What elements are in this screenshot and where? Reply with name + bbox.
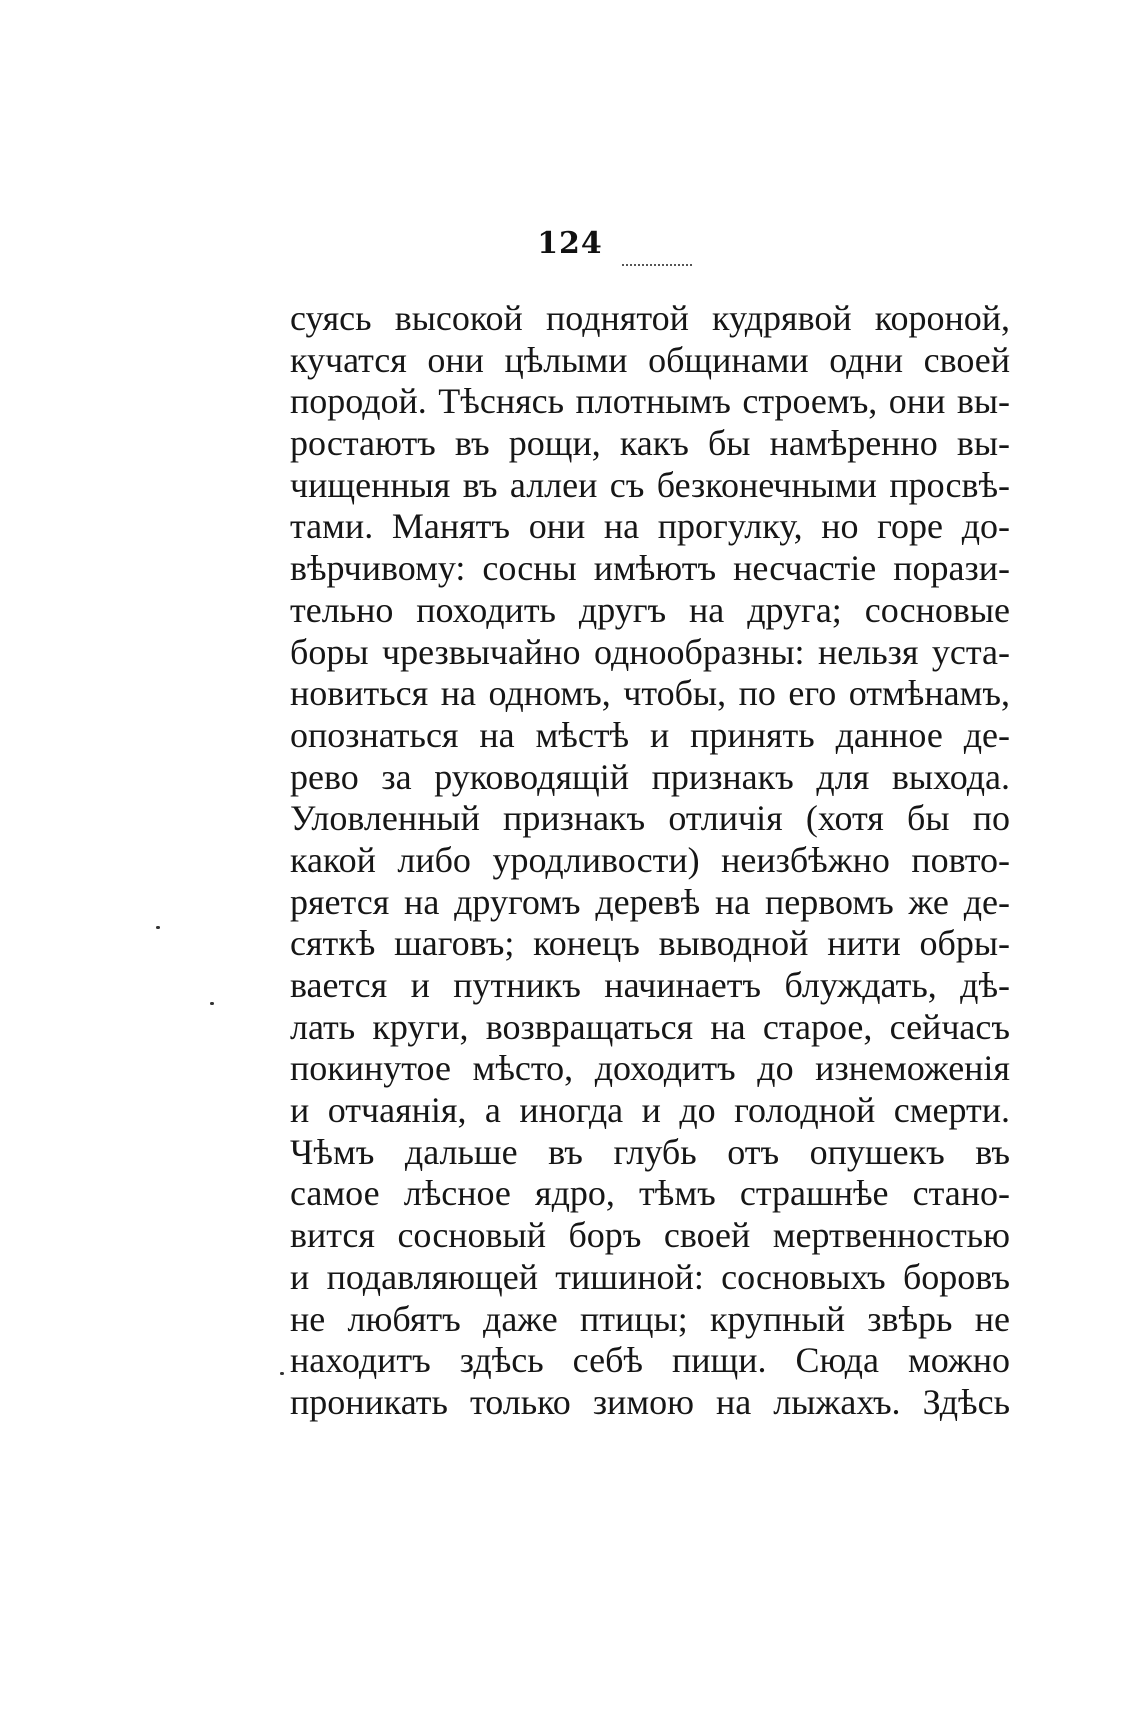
text-line: покинутое мѣсто, доходитъ до изнеможенія [290,1048,1010,1089]
text-line: находитъ здѣсь себѣ пищи. Сюда можно [290,1340,1010,1381]
text-line: суясь высокой поднятой кудрявой короной, [290,298,1010,338]
text-line: новиться на одномъ, чтобы, по его отмѣнамъ, [290,673,1010,714]
text-line: самое лѣсное ядро, тѣмъ страшнѣе стано- [290,1173,1010,1214]
text-line: вѣрчивому: сосны имѣютъ несчастіе порази- [290,548,1010,589]
page-number-rule [622,264,692,266]
text-line: тельно походить другъ на друга; сосновые [290,589,1010,630]
text-line: вится сосновый боръ своей мертвенностью [290,1215,1010,1256]
text-line: кучатся они цѣлыми общинами одни своей [290,339,1010,380]
text-line: чищенныя въ аллеи съ безконечными просвѣ- [290,464,1010,505]
text-line: не любятъ даже птицы; крупный звѣрь не [290,1298,1010,1339]
text-line: рево за руководящій признакъ для выхода. [290,756,1010,797]
text-line: вается и путникъ начинаетъ блуждать, дѣ- [290,965,1010,1005]
text-line: породой. Тѣснясь плотнымъ строемъ, они вы- [290,381,1010,422]
text-line: боры чрезвычайно однообразны: нельзя уста- [290,631,1010,672]
text-line: лать круги, возвращаться на старое, сейчасъ [290,1006,1010,1047]
text-line: и подавляющей тишиной: сосновыхъ боровъ [290,1256,1010,1297]
scan-speck [280,1372,284,1375]
scan-speck [156,926,160,929]
text-line: опознаться на мѣстѣ и принять данное де- [290,714,1010,755]
text-line: какой либо уродливости) неизбѣжно повто- [290,839,1010,880]
text-line: и отчаянія, а иногда и до голодной смерти. [290,1090,1010,1131]
body-text [290,298,1010,1424]
text-line: Уловленный признакъ отличія (хотя бы по [290,798,1010,839]
text-line: Чѣмъ дальше въ глубь отъ опушекъ въ [290,1131,1010,1172]
text-line: проникать только зимою на лыжахъ. Здѣсь [290,1381,1010,1422]
scan-speck [210,1002,214,1005]
text-line: тами. Манятъ они на прогулку, но горе до- [290,506,1010,547]
page-number: 124 [537,226,603,261]
text-line: сяткѣ шаговъ; конецъ выводной нити обры- [290,923,1010,964]
text-line: ростаютъ въ рощи, какъ бы намѣренно вы- [290,423,1010,464]
text-line: ряется на другомъ деревѣ на первомъ же де- [290,881,1010,922]
